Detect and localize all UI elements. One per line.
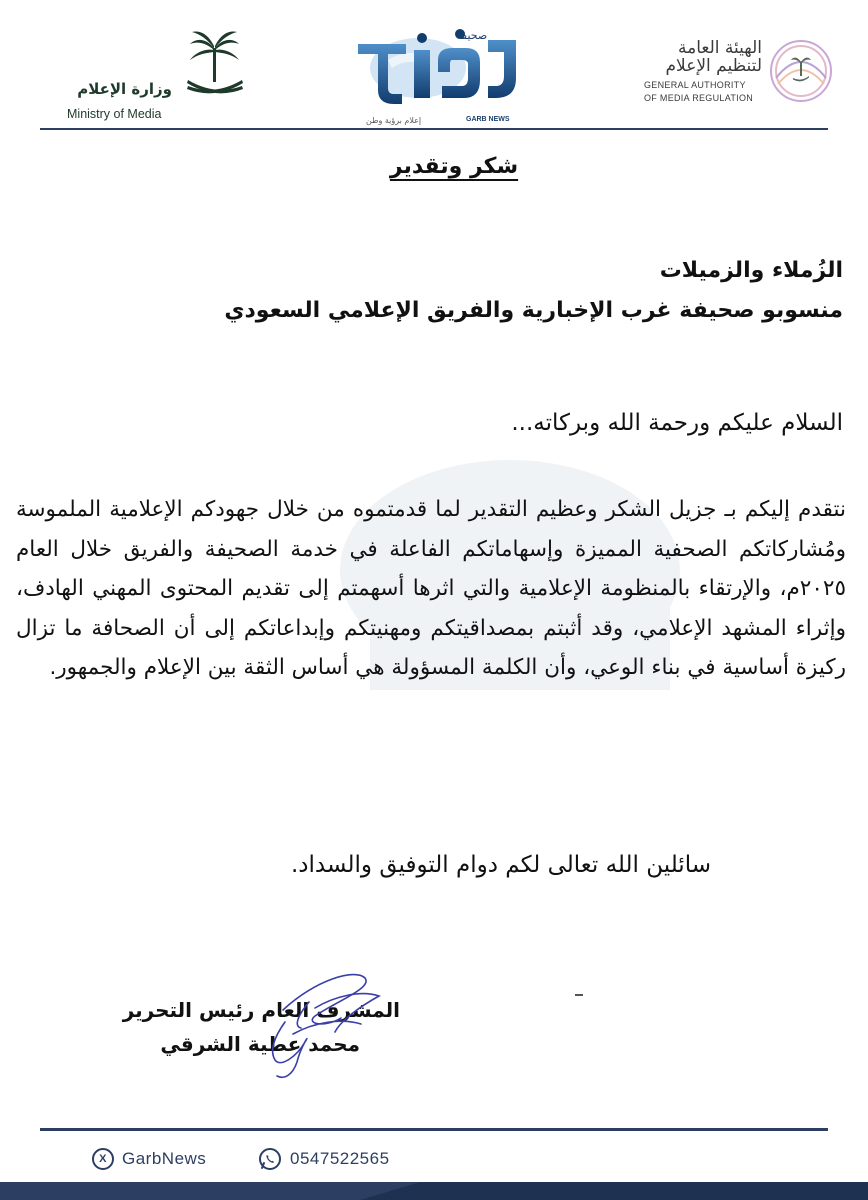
ministry-name-arabic: وزارة الإعلام	[77, 80, 172, 98]
signatory-title: المشرف العام رئيس التحرير	[122, 998, 400, 1022]
authority-en-line1: GENERAL AUTHORITY	[644, 80, 746, 90]
closing-line: سائلين الله تعالى لكم دوام التوفيق والسداد.	[290, 852, 711, 878]
signatory-name: محمد عطية الشرقي	[160, 1032, 360, 1056]
phone-number: 0547522565	[290, 1149, 390, 1168]
authority-name-arabic	[666, 38, 762, 76]
gamr-logo	[606, 36, 842, 106]
garb-english-tag: GARB NEWS	[466, 116, 510, 123]
palm-swords-emblem-icon	[180, 30, 250, 106]
footer-divider	[40, 1128, 828, 1131]
greeting: السلام عليكم ورحمة الله وبركاته...	[511, 410, 843, 436]
recipient-line-1: الزُملاء والزميلات	[659, 258, 843, 283]
x-handle: GarbNews	[122, 1149, 207, 1168]
ministry-name-english: Ministry of Media	[67, 107, 162, 121]
authority-en-line2: OF MEDIA REGULATION	[644, 93, 754, 103]
garb-small-label: صحيفة	[456, 29, 488, 42]
stray-mark	[575, 994, 583, 996]
letter-body-paragraph: نتقدم إليكم بـ جزيل الشكر وعظيم التقدير لما قدمتموه من خلال جهودكم الإعلامية الملموسة ومُشاركاتكم الصحفية المميزة وإسهاماتكم الفاعلة في خدمة الصحيفة والفريق خلال العام ٢٠٢٥م، والإرتقاء بالمنظومة الإعلامية والتي اثرها أسهمتم إلى تقديم المحتوى المهني الهادف، وإثراء المشهد الإعلامي، وقد أثبتم بمصداقيتكم ومهنيتكم وإبداعاتكم إلى أن الصحافة ما تزال ركيزة أساسية في بناء الوعي، وأن الكلمة المسؤولة هي أساس الثقة بين الإعلام والجمهور.	[16, 497, 846, 680]
ministry-of-media-logo	[30, 28, 230, 121]
garb-slogan: إعلام برؤية وطن	[366, 116, 422, 125]
handwritten-signature-icon	[165, 962, 395, 1082]
whatsapp-contact	[258, 1146, 390, 1172]
x-logo-icon: X	[92, 1148, 114, 1170]
garb-news-logo	[348, 20, 524, 125]
letterhead	[0, 0, 868, 130]
recipient-line-2: منسوبو صحيفة غرب الإخبارية والفريق الإعلامي السعودي	[224, 298, 843, 323]
header-divider	[40, 128, 828, 130]
whatsapp-icon	[258, 1147, 282, 1171]
garb-logo-mark-icon	[348, 20, 524, 120]
x-contact	[92, 1146, 206, 1172]
signature-block	[70, 990, 400, 1080]
authority-ar-line2: لتنظيم الإعلام	[665, 56, 762, 76]
gamr-emblem-icon	[768, 38, 834, 104]
footer-band	[0, 1182, 868, 1200]
letter-title: شكر وتقدير	[389, 154, 519, 179]
authority-ar-line1: الهيئة العامة	[677, 38, 762, 58]
